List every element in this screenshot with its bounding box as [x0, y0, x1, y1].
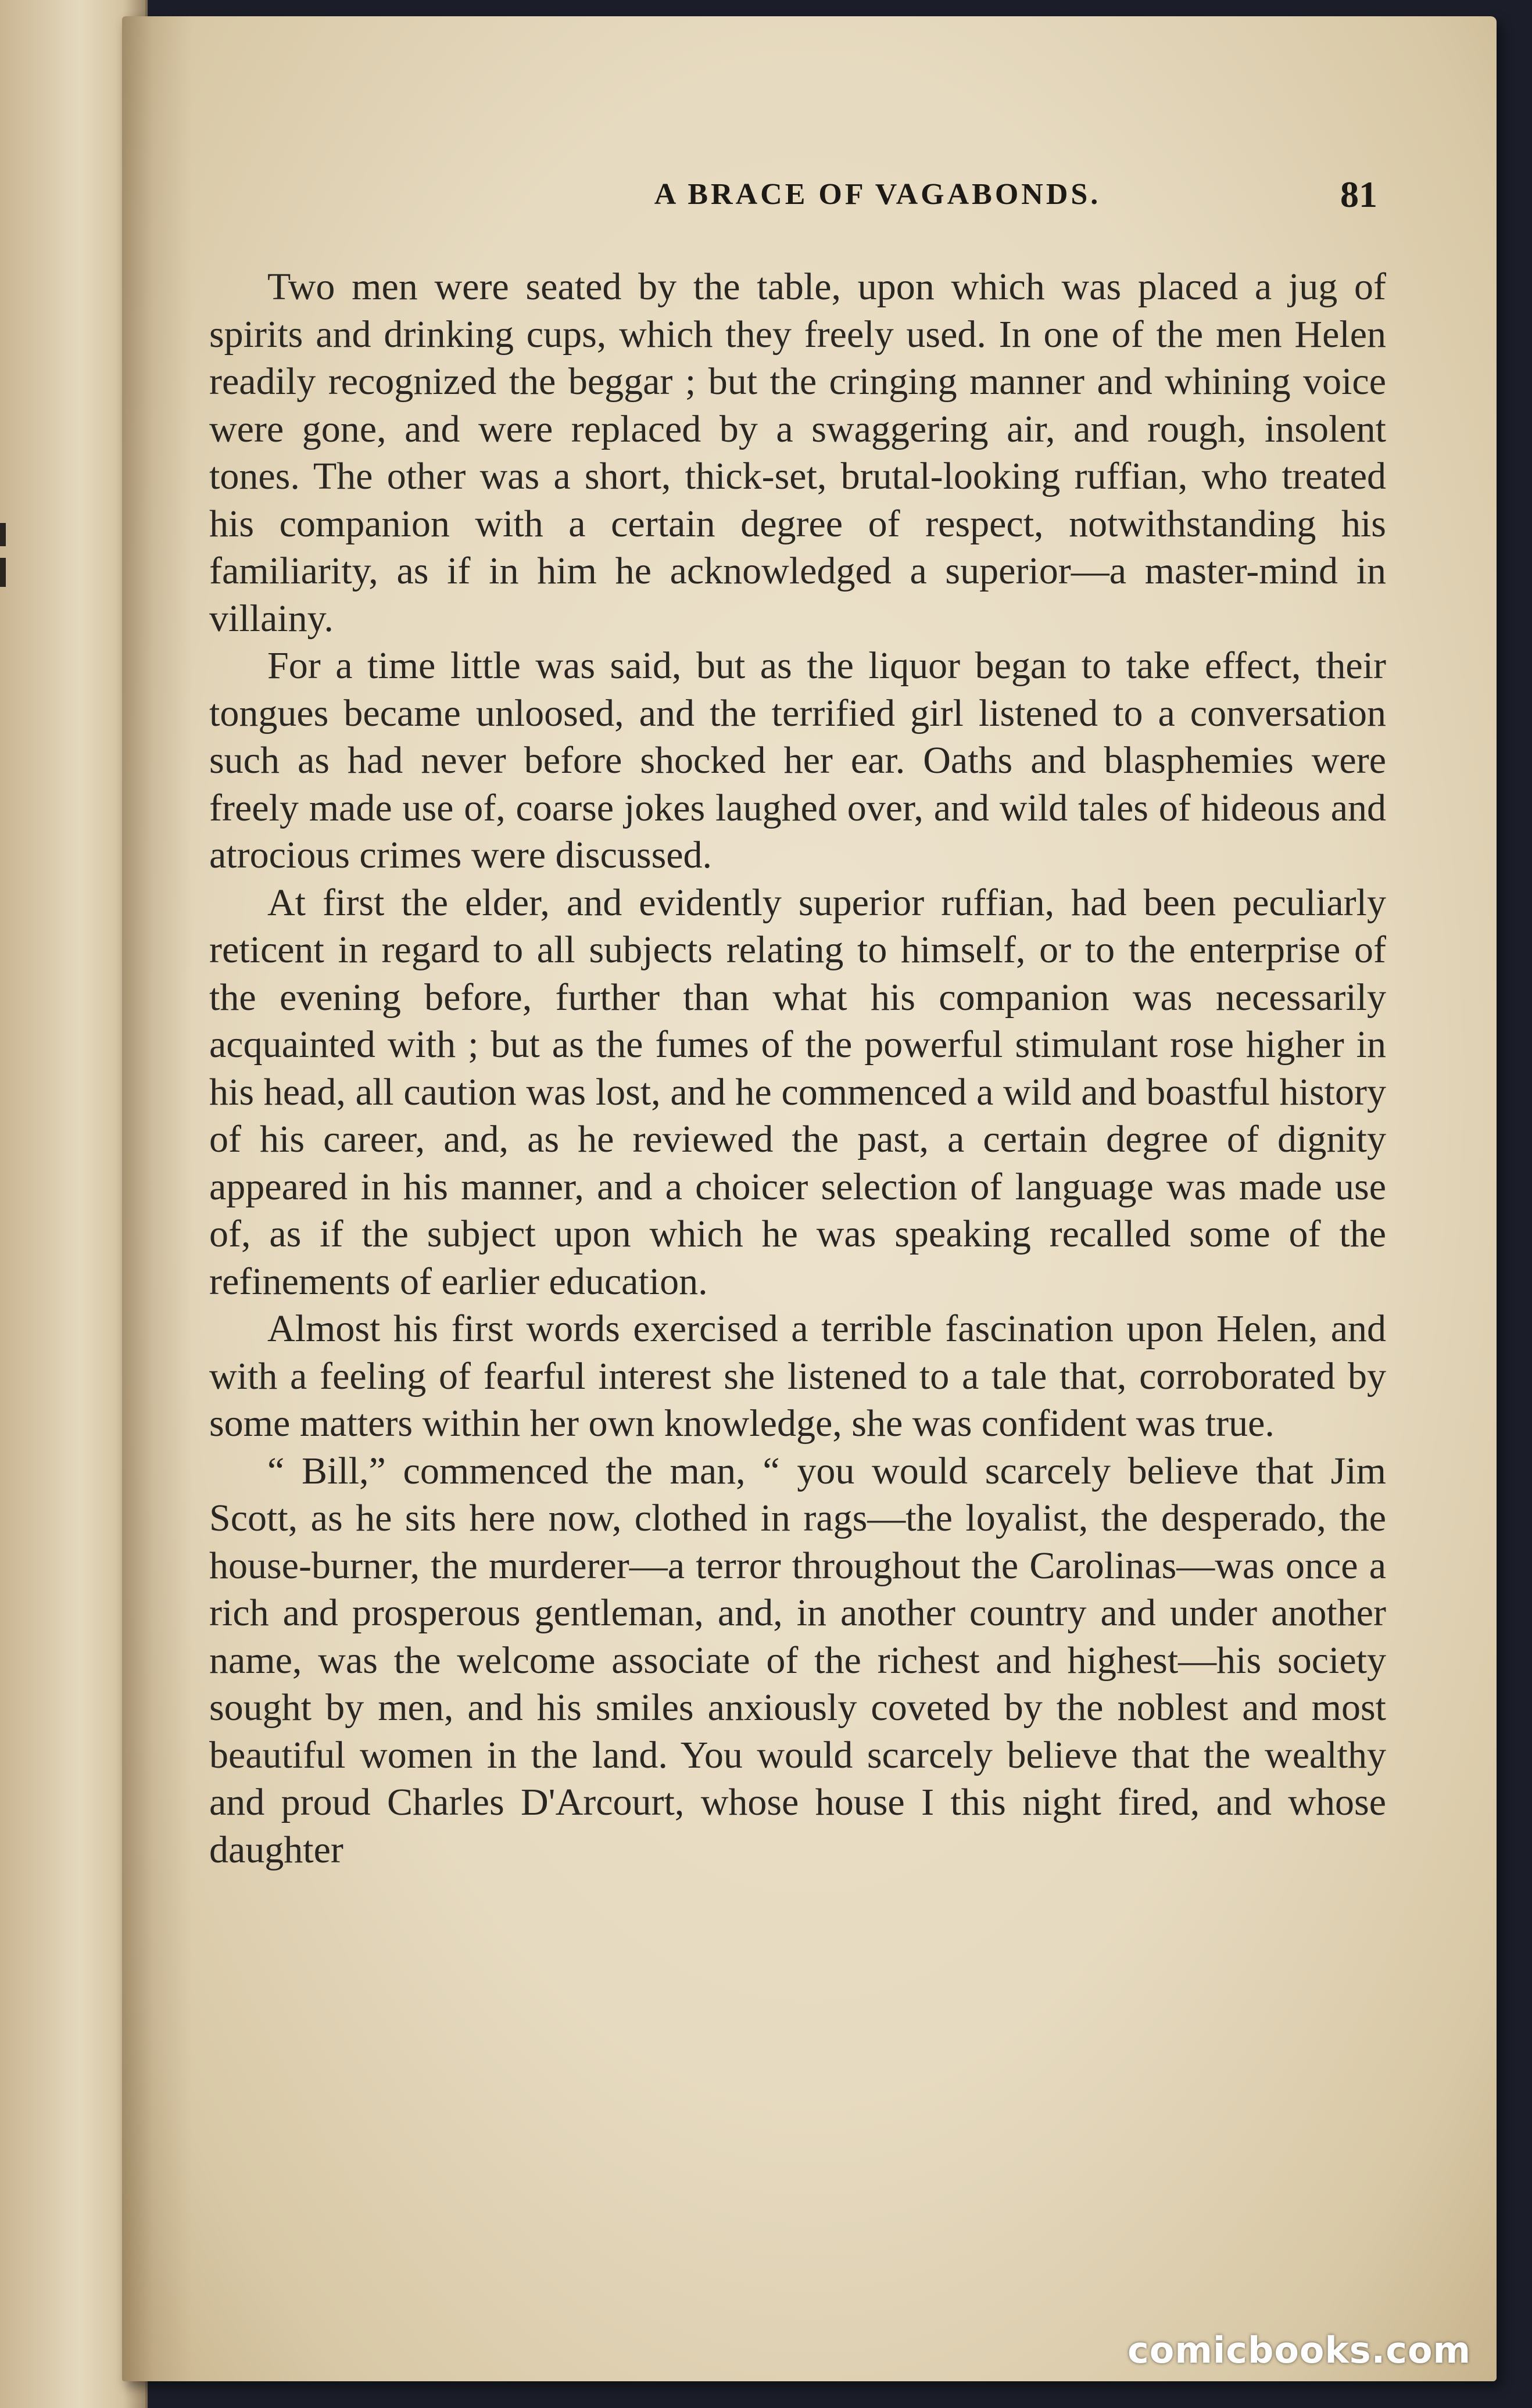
body-text	[209, 263, 1386, 1873]
paragraph: Almost his first words exercised a terrible fascination upon Helen, and with a feeling of fearful interest she listened to a tale that, corroborated by some matters within her own knowledge, she was confident was true.	[209, 1307, 1386, 1445]
paragraph: “ Bill,” commenced the man, “ you would scarcely believe that Jim Scott, as he sits here now, clothed in rags—the loyalist, the desperado, the house-burner, the murderer—a terror throughout the Carolinas—was once a rich and prosperous gentleman, and, in another country and under another name, was the welcome associate of the richest and highest—his society sought by men, and his smiles anxiously coveted by the noblest and most beautiful women in the land. You would scarcely believe that the wealthy and proud Charles D'Arcourt, whose house I this night fired, and whose daughter	[209, 1449, 1386, 1871]
running-title: A BRACE OF VAGABONDS.	[654, 178, 1101, 211]
book-page	[122, 16, 1497, 2381]
page-edge-mark	[0, 558, 6, 587]
page-number: 81	[1340, 174, 1377, 215]
paragraph: Two men were seated by the table, upon which was placed a jug of spirits and drinking cups, which they freely used. In one of the men Helen readily recognized the beggar ; but the cringing manner and whining voice were gone, and were replaced by a swaggering air, and rough, insolent tones. The other was a short, thick-set, brutal-looking ruffian, who treated his companion with a certain degree of respect, notwithstanding his familiarity, as if in him he acknowledged a superior—a master-mind in villainy.	[209, 266, 1386, 640]
paragraph: At first the elder, and evidently superior ruffian, had been peculiarly reticent in regard to all subjects relating to himself, or to the enterprise of the evening before, further than what his companion was necessarily acquainted with ; but as the fumes of the powerful stimulant rose higher in his head, all caution was lost, and he commenced a wild and boastful history of his career, and, as he reviewed the past, a certain degree of dignity appeared in his manner, and a choicer selection of language was made use of, as if the subject upon which he was speaking recalled some of the refinements of earlier education.	[209, 881, 1386, 1303]
paragraph: For a time little was said, but as the liquor began to take effect, their tongues became unloosed, and the terrified girl listened to a conversation such as had never before shocked her ear. Oaths and blasphemies were freely made use of, coarse jokes laughed over, and wild tales of hideous and atrocious crimes were discussed.	[209, 644, 1386, 876]
running-header	[122, 169, 1497, 221]
page-edge-mark	[0, 523, 6, 546]
site-watermark: comicbooks.com	[1127, 2329, 1472, 2371]
page-gutter-shadow	[122, 16, 192, 2381]
